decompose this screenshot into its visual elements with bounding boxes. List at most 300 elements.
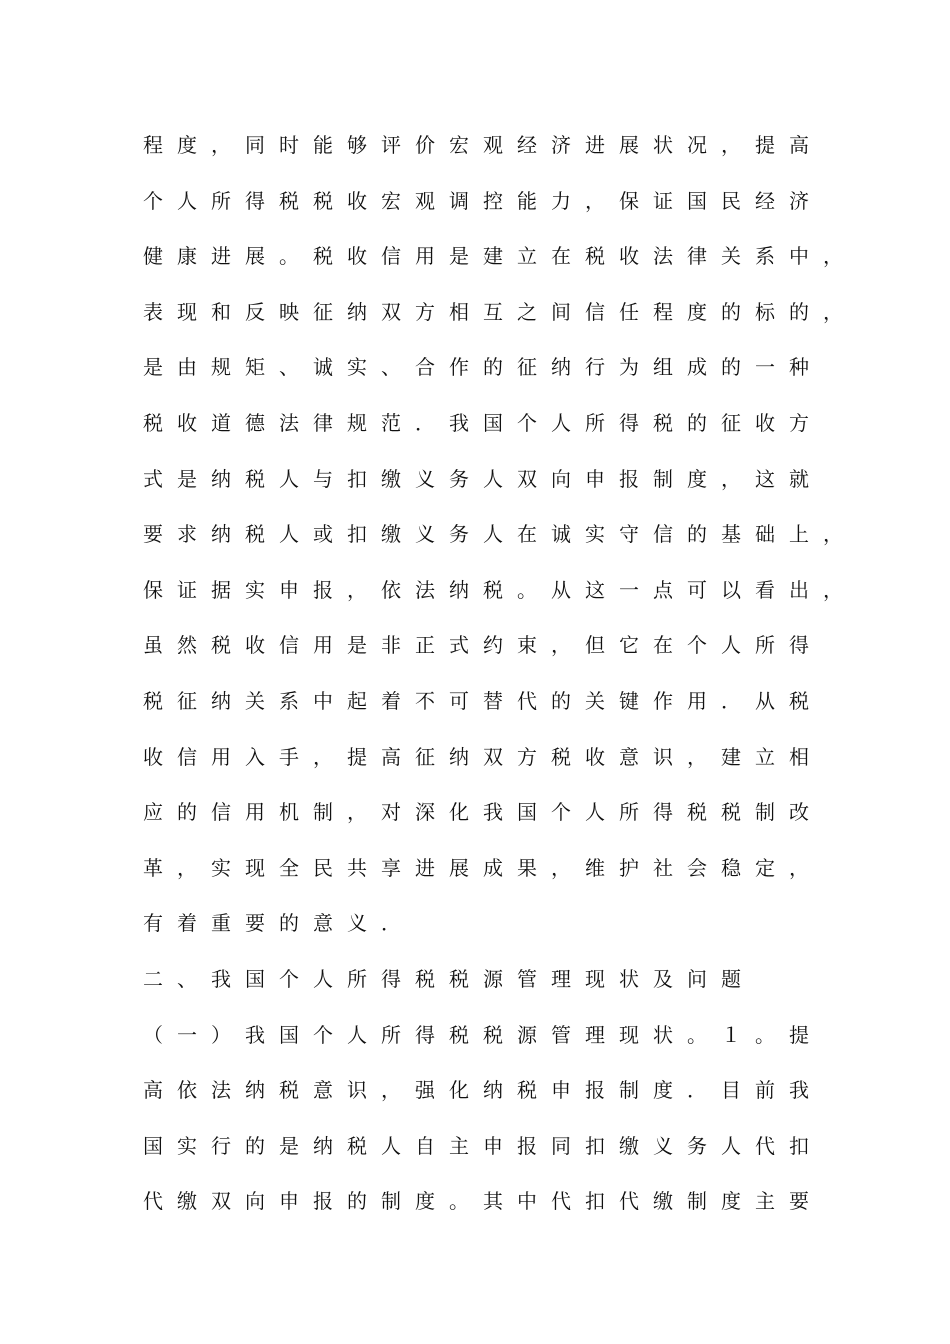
text-line	[143, 730, 843, 786]
glyph: 税	[313, 188, 333, 213]
glyph: 制	[653, 466, 673, 491]
glyph: 用	[211, 744, 231, 769]
glyph: 税	[483, 577, 503, 602]
glyph: 互	[483, 299, 503, 324]
glyph: 申	[483, 1133, 503, 1158]
glyph: 意	[619, 744, 639, 769]
glyph: 德	[245, 410, 265, 435]
glyph: 国	[483, 410, 503, 435]
glyph: 虽	[143, 633, 163, 658]
glyph: 方	[517, 744, 537, 769]
glyph: 税	[143, 688, 163, 713]
glyph: 现	[619, 1022, 639, 1047]
glyph: 和	[211, 299, 231, 324]
glyph: 由	[177, 355, 197, 380]
glyph: 就	[789, 466, 809, 491]
glyph: 收	[245, 633, 265, 658]
glyph: 经	[517, 133, 537, 157]
glyph: 点	[653, 577, 673, 602]
glyph: 信	[211, 800, 231, 825]
glyph: 规	[347, 410, 367, 435]
glyph: ，	[211, 133, 231, 157]
glyph: 征	[415, 744, 435, 769]
glyph: 双	[211, 1189, 231, 1214]
glyph: 收	[619, 244, 639, 269]
glyph: 从	[551, 577, 571, 602]
glyph: 济	[551, 133, 571, 157]
text-line	[143, 785, 843, 841]
glyph: 系	[755, 244, 775, 269]
glyph: 同	[551, 1133, 571, 1158]
glyph: １	[721, 1022, 741, 1047]
glyph: 正	[415, 633, 435, 658]
glyph: 税	[517, 1078, 537, 1103]
glyph: 收	[755, 410, 775, 435]
glyph: 这	[755, 466, 775, 491]
glyph: 扣	[347, 522, 367, 547]
glyph: 二	[143, 966, 163, 991]
glyph: 提	[347, 744, 367, 769]
glyph: 义	[653, 1133, 673, 1158]
glyph: 度	[653, 1078, 673, 1103]
glyph: 表	[143, 299, 163, 324]
glyph: 信	[279, 633, 299, 658]
glyph: 信	[653, 522, 673, 547]
glyph: 立	[517, 244, 537, 269]
glyph: 键	[619, 688, 639, 713]
text-line	[143, 1063, 843, 1119]
glyph: 进	[585, 133, 605, 157]
glyph: 律	[313, 410, 333, 435]
glyph: 纳	[347, 299, 367, 324]
glyph: 税	[279, 1078, 299, 1103]
glyph: 问	[687, 966, 707, 991]
glyph: 是	[279, 1133, 299, 1158]
glyph: 革	[143, 855, 163, 880]
glyph: 组	[653, 355, 673, 380]
glyph: 状	[653, 1022, 673, 1047]
glyph: 。	[517, 577, 537, 602]
glyph: 申	[551, 1078, 571, 1103]
glyph: 纳	[245, 1078, 265, 1103]
glyph: 源	[517, 1022, 537, 1047]
glyph: 在	[517, 522, 537, 547]
glyph: 健	[143, 244, 163, 269]
glyph: 够	[347, 133, 367, 157]
glyph: 的	[721, 355, 741, 380]
section-heading	[143, 952, 843, 1008]
glyph: 、	[177, 966, 197, 991]
glyph: 报	[313, 577, 333, 602]
glyph: 得	[415, 1022, 435, 1047]
text-line	[143, 507, 843, 563]
glyph: 能	[313, 133, 333, 157]
glyph: 纳	[449, 744, 469, 769]
glyph: ，	[551, 855, 571, 880]
glyph: 得	[245, 188, 265, 213]
glyph: 征	[313, 299, 333, 324]
glyph: 诚	[551, 522, 571, 547]
glyph: 宏	[381, 188, 401, 213]
glyph: ，	[551, 633, 571, 658]
glyph: 缴	[619, 1133, 639, 1158]
glyph: 个	[313, 1022, 333, 1047]
glyph: 主	[449, 1133, 469, 1158]
glyph: 状	[653, 133, 673, 157]
glyph: 双	[517, 466, 537, 491]
glyph: 制	[313, 800, 333, 825]
glyph: 报	[619, 466, 639, 491]
glyph: 得	[789, 633, 809, 658]
body-text	[143, 118, 843, 1230]
glyph: 信	[177, 744, 197, 769]
glyph: 但	[585, 633, 605, 658]
text-line	[143, 174, 843, 230]
glyph: 证	[177, 577, 197, 602]
glyph: 民	[721, 188, 741, 213]
text-line	[143, 896, 843, 952]
glyph: 从	[755, 688, 775, 713]
glyph: ．	[415, 410, 435, 435]
text-line	[143, 1008, 843, 1064]
glyph: 系	[279, 688, 299, 713]
glyph: 的	[279, 911, 299, 936]
glyph: 改	[789, 800, 809, 825]
glyph: 理	[585, 1022, 605, 1047]
glyph: 在	[551, 244, 571, 269]
glyph: 度	[687, 466, 707, 491]
glyph: 所	[347, 966, 367, 991]
glyph: 定	[755, 855, 775, 880]
glyph: 方	[789, 410, 809, 435]
glyph: 税	[415, 966, 435, 991]
glyph: 税	[245, 466, 265, 491]
glyph: 提	[789, 1022, 809, 1047]
glyph: 纳	[211, 466, 231, 491]
glyph: 保	[619, 188, 639, 213]
text-line	[143, 396, 843, 452]
glyph: 是	[347, 633, 367, 658]
glyph: 个	[517, 410, 537, 435]
glyph: 双	[483, 744, 503, 769]
glyph: 实	[245, 577, 265, 602]
glyph: 税	[687, 800, 707, 825]
glyph: 意	[313, 1078, 333, 1103]
glyph: 应	[143, 800, 163, 825]
glyph: 税	[143, 410, 163, 435]
glyph: 我	[789, 1078, 809, 1103]
glyph: 约	[483, 633, 503, 658]
glyph: 制	[755, 800, 775, 825]
glyph: 税	[347, 1133, 367, 1158]
glyph: 税	[279, 188, 299, 213]
glyph: 向	[245, 1189, 265, 1214]
glyph: ，	[823, 299, 843, 324]
glyph: 标	[755, 299, 775, 324]
glyph: 。	[687, 1022, 707, 1047]
glyph: 信	[381, 244, 401, 269]
text-line	[143, 229, 843, 285]
glyph: ，	[687, 744, 707, 769]
glyph: 征	[177, 688, 197, 713]
glyph: 的	[551, 688, 571, 713]
glyph: 收	[585, 744, 605, 769]
glyph: 度	[721, 1189, 741, 1214]
glyph: 及	[653, 966, 673, 991]
glyph: 的	[347, 1189, 367, 1214]
glyph: 证	[653, 188, 673, 213]
glyph: 扣	[585, 1133, 605, 1158]
glyph: 据	[211, 577, 231, 602]
glyph: 全	[279, 855, 299, 880]
glyph: 、	[381, 355, 401, 380]
glyph: 展	[245, 244, 265, 269]
glyph: 纳	[313, 1133, 333, 1158]
glyph: 起	[347, 688, 367, 713]
glyph: 稳	[721, 855, 741, 880]
glyph: ．	[721, 688, 741, 713]
glyph: 收	[347, 244, 367, 269]
glyph: 缴	[177, 1189, 197, 1214]
glyph: 所	[211, 188, 231, 213]
glyph: 提	[755, 133, 775, 157]
glyph: 行	[211, 1133, 231, 1158]
glyph: ，	[823, 244, 843, 269]
glyph: 国	[687, 188, 707, 213]
glyph: 报	[313, 1189, 333, 1214]
text-line	[143, 674, 843, 730]
glyph: 在	[653, 633, 673, 658]
glyph: 任	[619, 299, 639, 324]
glyph: 国	[143, 1133, 163, 1158]
glyph: 会	[687, 855, 707, 880]
glyph: 法	[211, 1078, 231, 1103]
text-line	[143, 285, 843, 341]
glyph: 束	[517, 633, 537, 658]
glyph: 依	[177, 1078, 197, 1103]
glyph: 的	[721, 299, 741, 324]
glyph: 制	[381, 1189, 401, 1214]
glyph: 制	[687, 1189, 707, 1214]
glyph: ，	[313, 744, 333, 769]
glyph: 中	[517, 1189, 537, 1214]
glyph: 同	[245, 133, 265, 157]
glyph: 识	[347, 1078, 367, 1103]
glyph: 式	[449, 633, 469, 658]
glyph: 我	[449, 410, 469, 435]
glyph: 看	[755, 577, 775, 602]
glyph: 以	[721, 577, 741, 602]
glyph: 报	[517, 1133, 537, 1158]
glyph: 国	[279, 1022, 299, 1047]
glyph: 人	[551, 410, 571, 435]
glyph: 税	[789, 688, 809, 713]
glyph: 力	[551, 188, 571, 213]
glyph: 所	[619, 800, 639, 825]
glyph: 务	[449, 522, 469, 547]
glyph: 要	[789, 1189, 809, 1214]
glyph: 。	[279, 244, 299, 269]
glyph: 求	[177, 522, 197, 547]
glyph: 然	[177, 633, 197, 658]
glyph: 保	[143, 577, 163, 602]
glyph: 状	[619, 966, 639, 991]
glyph: 机	[279, 800, 299, 825]
glyph: 代	[517, 688, 537, 713]
glyph: 人	[381, 1133, 401, 1158]
glyph: 相	[789, 744, 809, 769]
glyph: 民	[313, 855, 333, 880]
glyph: 可	[687, 577, 707, 602]
glyph: 个	[551, 800, 571, 825]
glyph: 税	[551, 744, 571, 769]
glyph: 个	[279, 966, 299, 991]
glyph: 成	[687, 355, 707, 380]
glyph: 享	[381, 855, 401, 880]
glyph: ，	[177, 855, 197, 880]
glyph: ，	[347, 800, 367, 825]
glyph: 是	[177, 466, 197, 491]
glyph: 化	[449, 1078, 469, 1103]
glyph: 收	[143, 744, 163, 769]
glyph: 管	[551, 1022, 571, 1047]
glyph: ，	[823, 522, 843, 547]
glyph: 着	[381, 688, 401, 713]
glyph: 度	[687, 299, 707, 324]
glyph: 主	[755, 1189, 775, 1214]
glyph: 报	[585, 1078, 605, 1103]
glyph: 础	[755, 522, 775, 547]
glyph: 高	[381, 744, 401, 769]
glyph: 所	[755, 633, 775, 658]
glyph: 的	[245, 1133, 265, 1158]
glyph: 我	[245, 1022, 265, 1047]
glyph: 实	[585, 522, 605, 547]
glyph: 个	[687, 633, 707, 658]
glyph: 价	[415, 133, 435, 157]
text-line	[143, 841, 843, 897]
glyph: 共	[347, 855, 367, 880]
glyph: 能	[517, 188, 537, 213]
glyph: 务	[449, 466, 469, 491]
glyph: 进	[211, 244, 231, 269]
glyph: 题	[721, 966, 741, 991]
glyph: 的	[483, 355, 503, 380]
glyph: 观	[415, 188, 435, 213]
glyph: 义	[415, 466, 435, 491]
text-line	[143, 118, 843, 174]
glyph: 扣	[347, 466, 367, 491]
glyph: 现	[245, 855, 265, 880]
glyph: 税	[653, 410, 673, 435]
glyph: 人	[177, 188, 197, 213]
glyph: 法	[415, 577, 435, 602]
glyph: 可	[449, 688, 469, 713]
glyph: 化	[449, 800, 469, 825]
glyph: 义	[415, 522, 435, 547]
glyph: 矩	[245, 355, 265, 380]
glyph: 我	[483, 800, 503, 825]
glyph: 前	[755, 1078, 775, 1103]
glyph: 代	[619, 1189, 639, 1214]
glyph: 是	[143, 355, 163, 380]
glyph: 度	[415, 1189, 435, 1214]
glyph: 中	[789, 244, 809, 269]
glyph: 人	[721, 1133, 741, 1158]
text-line	[143, 618, 843, 674]
glyph: 税	[449, 1022, 469, 1047]
glyph: 实	[177, 1133, 197, 1158]
glyph: 。	[755, 1022, 775, 1047]
glyph: 我	[211, 966, 231, 991]
glyph: 社	[653, 855, 673, 880]
glyph: 范	[381, 410, 401, 435]
glyph: ，	[823, 577, 843, 602]
glyph: 程	[653, 299, 673, 324]
glyph: 扣	[585, 1189, 605, 1214]
glyph: 现	[177, 299, 197, 324]
glyph: 道	[211, 410, 231, 435]
glyph: 程	[143, 133, 163, 157]
glyph: 的	[687, 410, 707, 435]
glyph: 识	[653, 744, 673, 769]
glyph: 高	[143, 1078, 163, 1103]
glyph: 税	[313, 244, 333, 269]
glyph: 得	[381, 966, 401, 991]
glyph: 是	[449, 244, 469, 269]
glyph: 源	[483, 966, 503, 991]
glyph: 代	[755, 1133, 775, 1158]
glyph: 守	[619, 522, 639, 547]
glyph: 代	[143, 1189, 163, 1214]
glyph: 缴	[381, 522, 401, 547]
glyph: 国	[245, 966, 265, 991]
glyph: 国	[517, 800, 537, 825]
glyph: ，	[789, 855, 809, 880]
glyph: 所	[381, 1022, 401, 1047]
glyph: 一	[619, 577, 639, 602]
glyph: 关	[245, 688, 265, 713]
glyph: 用	[313, 633, 333, 658]
glyph: 经	[755, 188, 775, 213]
glyph: 基	[721, 522, 741, 547]
glyph: 收	[177, 410, 197, 435]
glyph: 或	[313, 522, 333, 547]
glyph: 康	[177, 244, 197, 269]
glyph: 的	[789, 299, 809, 324]
glyph: 法	[279, 410, 299, 435]
glyph: 用	[245, 800, 265, 825]
glyph: （	[143, 1022, 163, 1047]
glyph: 相	[449, 299, 469, 324]
glyph: ，	[721, 466, 741, 491]
glyph: 用	[415, 244, 435, 269]
glyph: 要	[143, 522, 163, 547]
glyph: 这	[585, 577, 605, 602]
glyph: 诚	[313, 355, 333, 380]
glyph: 行	[585, 355, 605, 380]
glyph: 宏	[449, 133, 469, 157]
glyph: 税	[585, 244, 605, 269]
glyph: 果	[517, 855, 537, 880]
glyph: 纳	[211, 522, 231, 547]
glyph: 上	[789, 522, 809, 547]
glyph: 纳	[551, 355, 571, 380]
glyph: 得	[653, 800, 673, 825]
glyph: 自	[415, 1133, 435, 1158]
glyph: 个	[143, 188, 163, 213]
glyph: 所	[585, 410, 605, 435]
